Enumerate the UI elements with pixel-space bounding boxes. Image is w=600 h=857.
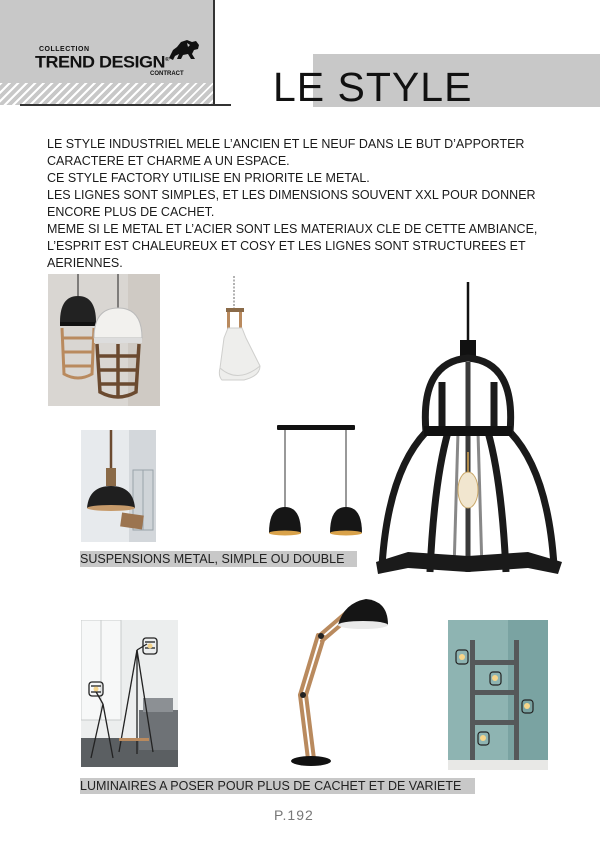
photo-cage-pendants (48, 274, 160, 406)
intro-line: LES LIGNES SONT SIMPLES, ET LES DIMENSIONS SOUVENT XXL POUR DONNER (47, 188, 536, 202)
photo-ladder-lights (448, 620, 548, 770)
logo-hatch-stripe (0, 83, 213, 105)
page-number: P.192 (274, 807, 314, 823)
logo-divider-horizontal (20, 104, 231, 106)
logo-brand (35, 53, 169, 72)
logo-collection-text: COLLECTION (39, 46, 90, 53)
logo-divider-vertical (213, 0, 215, 106)
intro-line: LE STYLE INDUSTRIEL MELE L’ANCIEN ET LE NEUF DANS LE BUT D’APPORTER (47, 137, 525, 151)
page-title: LE STYLE (273, 64, 473, 110)
logo-registered-mark: ® (165, 57, 169, 63)
photo-double-pendant (263, 425, 369, 540)
logo-contract-text: CONTRACT (150, 71, 184, 77)
intro-line: MEME SI LE METAL ET L’ACIER SONT LES MATERIAUX CLE DE CETTE AMBIANCE, (47, 222, 538, 236)
intro-line: ENCORE PLUS DE CACHET. (47, 205, 215, 219)
intro-text (47, 136, 567, 272)
intro-line: CARACTERE ET CHARME A UN ESPACE. (47, 154, 290, 168)
intro-line: AERIENNES. (47, 256, 123, 270)
caption-floor-lamps: LUMINAIRES A POSER POUR PLUS DE CACHET ET DE VARIETE (80, 778, 475, 794)
photo-white-pendant (208, 276, 268, 384)
lion-icon (165, 38, 203, 62)
photo-floor-lamps-room (81, 620, 178, 767)
intro-line: CE STYLE FACTORY UTILISE EN PRIORITE LE METAL. (47, 171, 370, 185)
logo-brand-text: TREND DESIGN (35, 53, 166, 71)
caption-suspensions: SUSPENSIONS METAL, SIMPLE OU DOUBLE (80, 551, 357, 567)
intro-line: L’ESPRIT EST CHALEUREUX ET COSY ET LES LIGNES SONT STRUCTUREES ET (47, 239, 526, 253)
photo-architect-floor-lamp (286, 595, 388, 780)
photo-dome-pendant (81, 430, 156, 542)
photo-large-cage-pendant (368, 282, 568, 582)
